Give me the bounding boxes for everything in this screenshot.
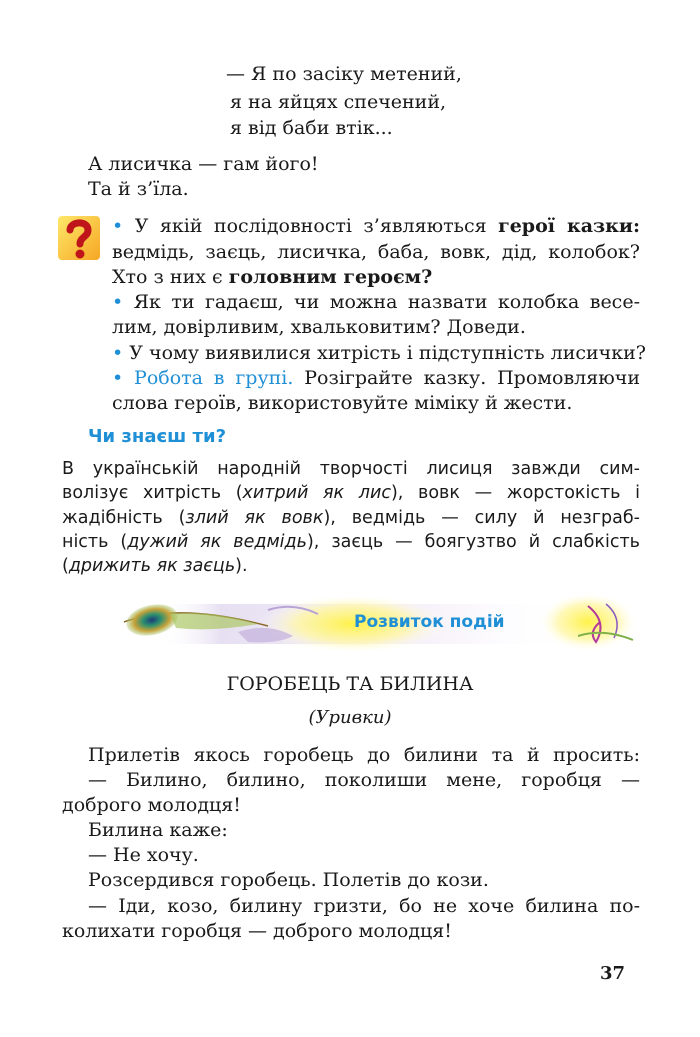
know-text: волізує хитрість ( bbox=[62, 483, 243, 503]
poem-line-3: я від баби втік... bbox=[230, 117, 393, 139]
page-number: 37 bbox=[600, 963, 626, 984]
story-line-2: — Билино, билино, поколиши мене, горобця — bbox=[88, 769, 640, 791]
question-3 bbox=[112, 341, 646, 365]
know-text: ), вовк — жорстокість і bbox=[390, 483, 641, 503]
know-line-4 bbox=[62, 530, 640, 554]
question-1-bold: герої казки: bbox=[498, 215, 640, 237]
question-2 bbox=[112, 290, 640, 314]
ending-line-1: А лисичка — гам його! bbox=[88, 153, 319, 175]
story-subtitle: (Уривки) bbox=[308, 707, 392, 728]
question-1-line-2: ведмідь, заєць, лисичка, баба, вовк, дід, колобок? bbox=[112, 241, 640, 263]
question-3-text: У чому виявилися хитрість і підступність лисички? bbox=[129, 342, 646, 364]
bullet: • bbox=[112, 342, 124, 364]
bullet: • bbox=[112, 367, 124, 389]
story-title: ГОРОБЕЦЬ ТА БИЛИНА bbox=[226, 673, 474, 695]
banner-label: Розвиток подій bbox=[354, 612, 505, 632]
know-text: ( bbox=[62, 556, 69, 576]
know-text: жадібність ( bbox=[62, 508, 186, 528]
story-line-7: — Іди, козо, билину гризти, бо не хоче билина по- bbox=[88, 895, 640, 917]
question-1 bbox=[112, 214, 640, 238]
know-line-5 bbox=[62, 554, 640, 578]
question-4 bbox=[112, 366, 640, 390]
question-1-line-3 bbox=[112, 265, 640, 289]
group-work-label: Робота в групі. bbox=[134, 367, 294, 389]
know-text: ), заєць — боягузтво й слабкість bbox=[306, 532, 640, 552]
know-line-2 bbox=[62, 481, 640, 505]
question-1-line-3-text: Хто з них є bbox=[112, 266, 223, 288]
story-line-4: Билина каже: bbox=[88, 819, 228, 841]
story-line-6: Розсердився горобець. Полетів до кози. bbox=[88, 869, 489, 891]
know-title: Чи знаєш ти? bbox=[88, 426, 227, 447]
poem-line-1: — Я по засіку метений, bbox=[226, 63, 462, 85]
bullet: • bbox=[112, 291, 124, 313]
question-1-text: У якій послідовності з’являються bbox=[134, 215, 487, 237]
know-text: ), ведмідь — силу й незграб- bbox=[323, 508, 640, 528]
question-mark-icon bbox=[58, 214, 100, 262]
know-line-1: В українській народній творчості лисиця завжди сим- bbox=[62, 459, 640, 479]
story-line-1: Прилетів якось горобець до билини та й просить: bbox=[88, 744, 640, 766]
section-banner bbox=[118, 592, 640, 654]
story-line-8: колихати горобця — доброго молодця! bbox=[62, 920, 452, 942]
know-text: ). bbox=[235, 556, 248, 576]
know-italic: злий як вовк bbox=[185, 508, 324, 528]
story-line-5: — Не хочу. bbox=[88, 844, 199, 866]
bullet: • bbox=[112, 215, 124, 237]
know-line-3 bbox=[62, 506, 640, 530]
know-text: ність ( bbox=[62, 532, 128, 552]
poem-line-2: я на яйцях спечений, bbox=[230, 91, 447, 113]
question-1-line-3-bold: головним героєм? bbox=[228, 266, 433, 288]
story-line-3: доброго молодця! bbox=[62, 794, 241, 816]
know-italic: дужий як ведмідь bbox=[127, 532, 307, 552]
question-4-line-2: слова героїв, використовуйте міміку й жести. bbox=[112, 392, 573, 414]
ending-line-2: Та й з’їла. bbox=[88, 178, 189, 200]
know-italic: дрижить як заєць bbox=[68, 556, 236, 576]
question-2-text: Як ти гадаєш, чи можна назвати колобка весе- bbox=[133, 291, 640, 313]
know-italic: хитрий як лис bbox=[242, 483, 391, 503]
question-4-text: Розіграйте казку. Промовляючи bbox=[304, 367, 640, 389]
question-2-line-2: лим, довірливим, хвальковитим? Доведи. bbox=[112, 316, 526, 338]
